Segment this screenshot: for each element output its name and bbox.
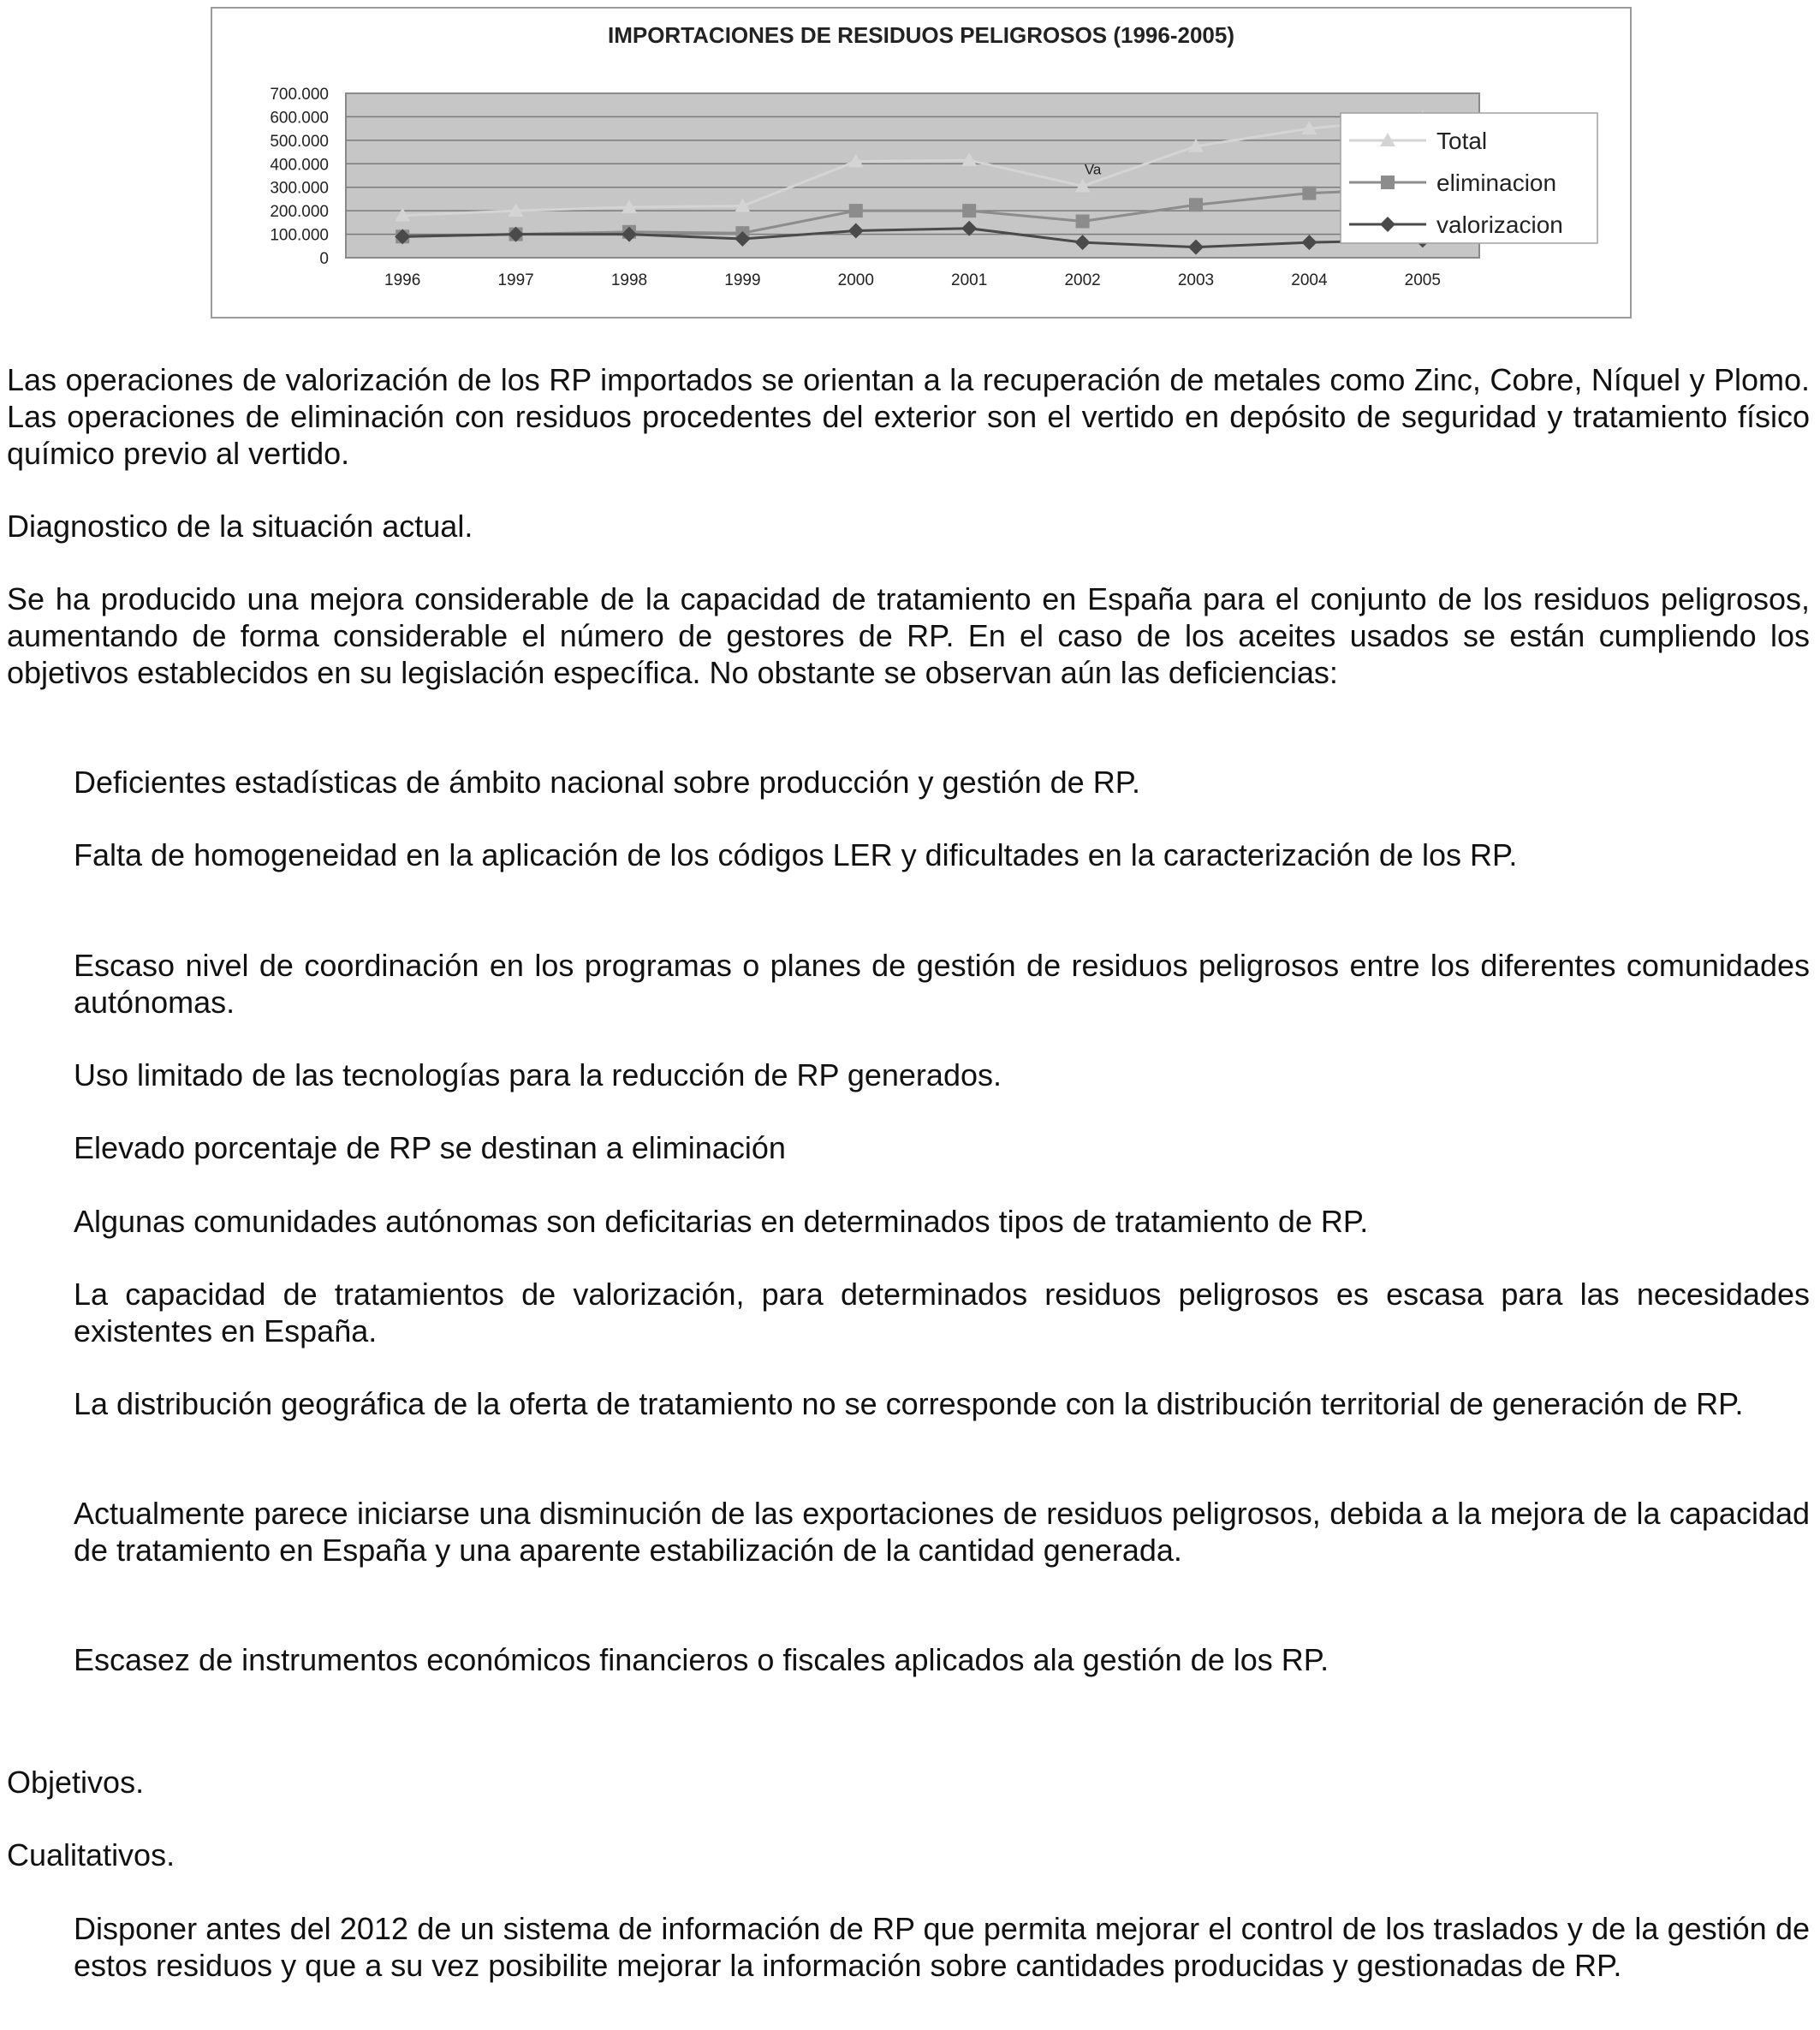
x-tick-label: 2003 <box>1177 271 1215 289</box>
paragraph-valorizacion: Las operaciones de valorización de los RP importados se orientan a la recuperación de metales como Zinc, Cobre, Níquel y Plomo. Las operaciones de eliminación con residuos procedentes del exterior son el vertido en depósito de seguridad y tratamiento físico químico previo al vertido. <box>7 362 1810 471</box>
y-tick-label: 300.000 <box>270 179 329 198</box>
y-tick-label: 700.000 <box>270 86 329 104</box>
y-tick-label: 500.000 <box>270 132 329 151</box>
y-tick-label: 400.000 <box>270 156 329 175</box>
list-item: Actualmente parece iniciarse una disminución de las exportaciones de residuos peligrosos, debida a la mejora de la capacidad de tratamiento en España y una aparente estabilización de la cantidad generada. <box>74 1496 1810 1568</box>
list-item: La capacidad de tratamientos de valorización, para determinados residuos peligrosos es escasa para las necesidades existentes en España. <box>74 1277 1810 1348</box>
chart-container <box>211 7 1632 318</box>
y-tick-label: 100.000 <box>270 226 329 245</box>
y-tick-label: 600.000 <box>270 109 329 128</box>
x-tick-label: 1996 <box>384 271 421 289</box>
x-tick-label: 2004 <box>1291 271 1328 289</box>
list-item: Deficientes estadísticas de ámbito nacional sobre producción y gestión de RP. <box>74 765 1141 800</box>
heading-objetivos: Objetivos. <box>7 1765 145 1800</box>
list-item: Elevado porcentaje de RP se destinan a eliminación <box>74 1130 786 1165</box>
heading-diagnostico: Diagnostico de la situación actual. <box>7 509 473 544</box>
data-point-eliminacion <box>1189 198 1203 211</box>
list-item: Escaso nivel de coordinación en los programas o planes de gestión de residuos peligrosos entre los diferentes comunidades autónomas. <box>74 948 1810 1020</box>
data-point-eliminacion <box>849 204 863 217</box>
chart-annotation: Va <box>1084 161 1102 178</box>
list-item: La distribución geográfica de la oferta de tratamiento no se corresponde con la distribución territorial de generación de RP. <box>74 1386 1744 1421</box>
data-point-eliminacion <box>1076 214 1090 228</box>
list-item: Uso limitado de las tecnologías para la reducción de RP generados. <box>74 1057 1002 1092</box>
y-tick-label: 0 <box>319 250 329 268</box>
data-point-eliminacion <box>962 204 976 217</box>
y-tick-label: 200.000 <box>270 203 329 222</box>
x-tick-label: 1997 <box>497 271 534 289</box>
list-item: Escasez de instrumentos económicos financieros o fiscales aplicados ala gestión de los RP. <box>74 1642 1329 1677</box>
x-tick-label: 1998 <box>610 271 648 289</box>
chart-title: IMPORTACIONES DE RESIDUOS PELIGROSOS (1996-2005) <box>607 22 1235 48</box>
x-tick-label: 2005 <box>1404 271 1441 289</box>
paragraph-mejora: Se ha producido una mejora considerable de la capacidad de tratamiento en España para el conjunto de los residuos peligrosos, aumentando de forma considerable el número de gestores de RP. En el caso de los aceites usados se están cumpliendo los objetivos establecidos en su legislación específica. No obstante se observan aún las deficiencias: <box>7 581 1810 690</box>
list-item: Disponer antes del 2012 de un sistema de información de RP que permita mejorar el control de los traslados y de la gestión de estos residuos y que a su vez posibilite mejorar la información sobre cantidades producidas y gestionadas de RP. <box>74 1911 1810 1983</box>
legend-label: valorizacion <box>1436 211 1563 238</box>
x-tick-label: 2000 <box>837 271 874 289</box>
line-chart <box>212 9 1630 317</box>
x-tick-label: 2002 <box>1064 271 1101 289</box>
list-item: Algunas comunidades autónomas son deficitarias en determinados tipos de tratamiento de RP. <box>74 1204 1369 1239</box>
heading-cualitativos: Cualitativos. <box>7 1837 175 1872</box>
data-point-eliminacion <box>1302 187 1316 200</box>
list-item: Falta de homogeneidad en la aplicación de los códigos LER y dificultades en la caracterización de los RP. <box>74 837 1518 872</box>
x-tick-label: 2001 <box>951 271 988 289</box>
x-tick-label: 1999 <box>724 271 761 289</box>
legend-label: eliminacion <box>1436 170 1557 196</box>
legend-label: Total <box>1436 128 1488 154</box>
legend-marker <box>1381 176 1395 189</box>
